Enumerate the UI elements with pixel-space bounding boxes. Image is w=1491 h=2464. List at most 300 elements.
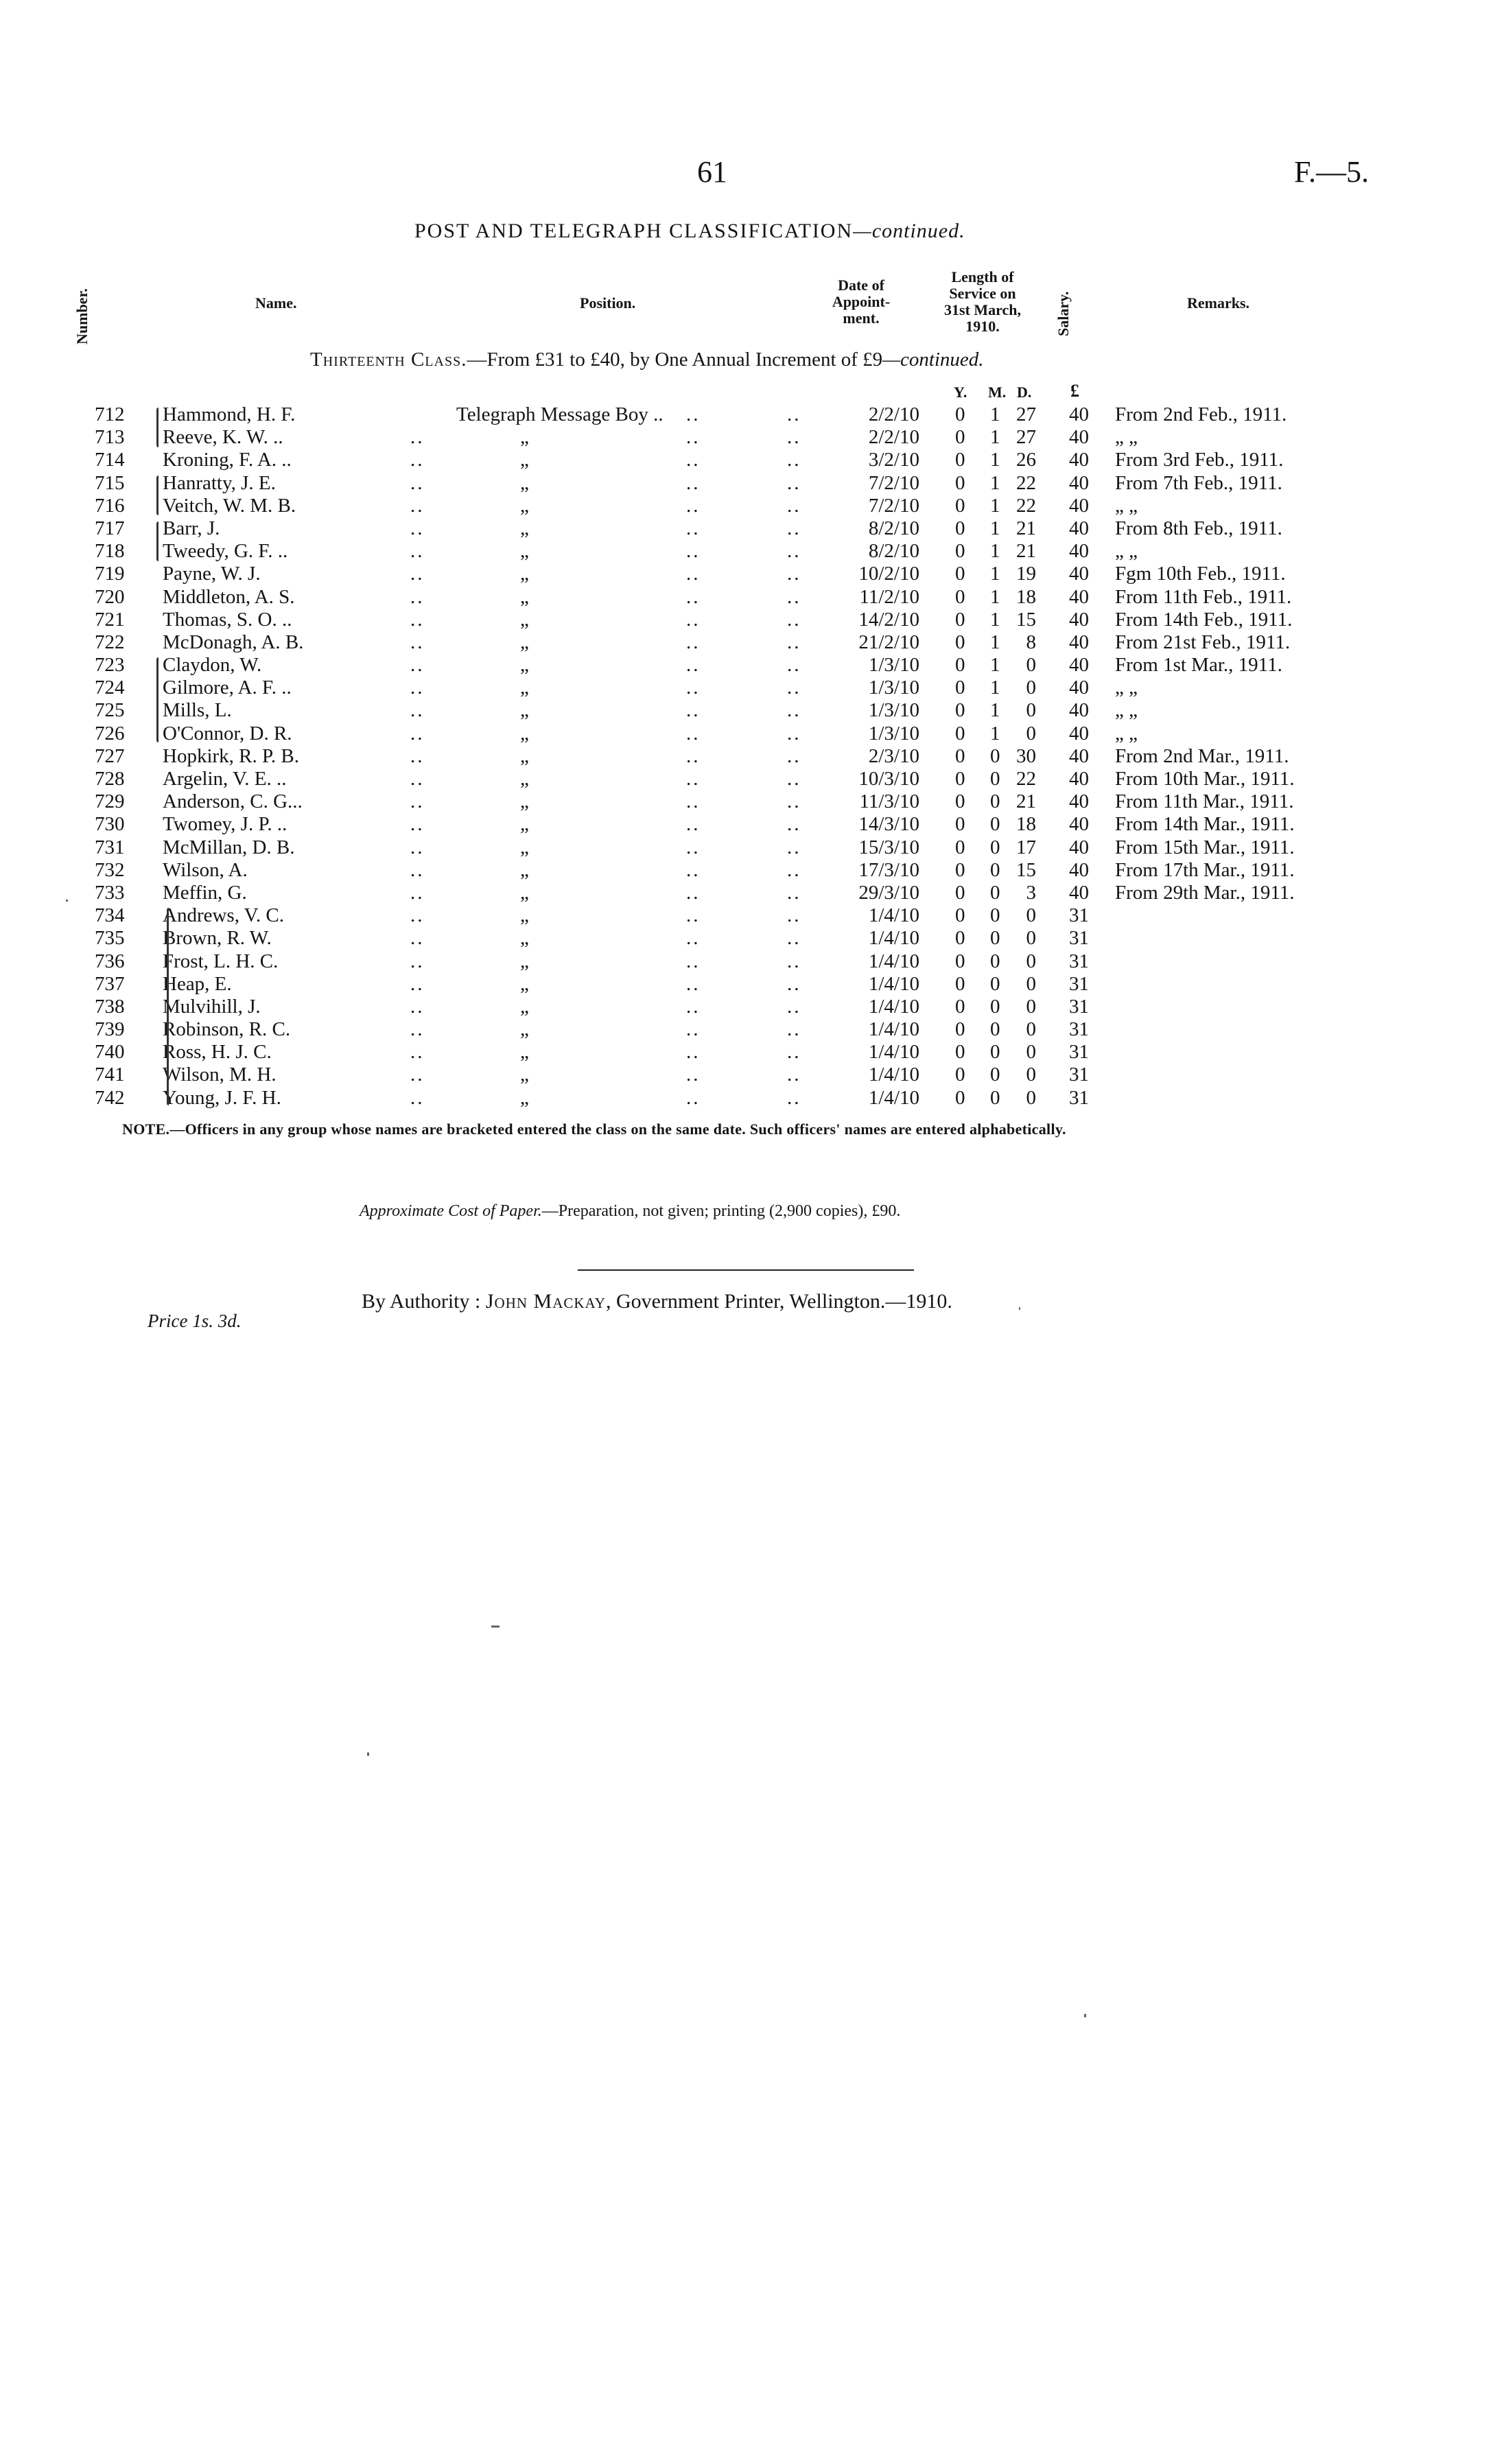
row-months: 0 (990, 858, 1000, 881)
row-leader: .. (787, 403, 801, 425)
row-months: 1 (990, 677, 1000, 699)
row-salary: 31 (1069, 995, 1089, 1018)
row-date: 1/4/10 (868, 927, 919, 950)
row-position: „ (520, 836, 529, 858)
row-position: „ (520, 585, 529, 608)
unit-years: Y. (954, 384, 967, 401)
note: NOTE.—Officers in any group whose names are bracketed entered the class on the same date. Such officers' names are entered alphabetically. (122, 1120, 1066, 1138)
cost-text: —Preparation, not given; printing (2,900 copies), £90. (541, 1202, 901, 1220)
row-position: „ (520, 927, 529, 950)
row-date: 17/3/10 (858, 858, 919, 881)
row-salary: 31 (1069, 972, 1089, 995)
row-leader: .. (410, 654, 425, 677)
row-months: 0 (990, 995, 1000, 1018)
row-position: Telegraph Message Boy .. (456, 403, 664, 425)
row-leader: .. (787, 881, 801, 904)
header-date-line: Appoint- (832, 293, 891, 310)
row-leader: .. (410, 517, 425, 539)
row-number: 720 (95, 585, 125, 608)
row-days: 0 (1026, 677, 1036, 699)
row-months: 1 (990, 654, 1000, 677)
row-number: 729 (95, 790, 125, 813)
row-salary: 40 (1069, 699, 1089, 722)
row-leader: .. (410, 540, 425, 563)
row-number: 722 (95, 631, 125, 653)
unit-days: D. (1017, 384, 1032, 401)
row-leader: .. (410, 722, 425, 744)
row-years: 0 (955, 654, 965, 677)
row-number: 740 (95, 1041, 125, 1064)
header-remarks: Remarks. (1187, 294, 1250, 312)
row-leader: .. (686, 1064, 701, 1086)
row-name: Wilson, M. H. (163, 1064, 277, 1086)
header-number: Number. (73, 288, 91, 344)
row-leader: .. (787, 585, 801, 608)
row-leader: .. (686, 881, 701, 904)
row-leader: .. (686, 494, 701, 517)
row-number: 727 (95, 744, 125, 767)
row-name: Hanratty, J. E. (163, 471, 276, 494)
row-name: Meffin, G. (163, 881, 247, 904)
row-days: 22 (1016, 471, 1036, 494)
row-salary: 40 (1069, 631, 1089, 653)
row-years: 0 (955, 517, 965, 539)
row-name: Hammond, H. F. (163, 403, 296, 425)
table-row (0, 904, 1491, 927)
row-leader: .. (686, 950, 701, 972)
row-leader: .. (787, 471, 801, 494)
row-years: 0 (955, 972, 965, 995)
row-position: „ (520, 631, 529, 653)
row-leader: .. (410, 494, 425, 517)
row-salary: 31 (1069, 1018, 1089, 1041)
row-leader: .. (686, 471, 701, 494)
row-salary: 31 (1069, 927, 1089, 950)
page-title (414, 220, 965, 243)
class-text: —From £31 to £40, by One Annual Increment of £9 (467, 349, 883, 371)
row-leader: .. (686, 813, 701, 836)
row-months: 1 (990, 631, 1000, 653)
row-leader: .. (410, 471, 425, 494)
table-row (0, 517, 1491, 540)
row-salary: 40 (1069, 608, 1089, 631)
row-date: 21/2/10 (858, 631, 919, 653)
row-days: 8 (1026, 631, 1036, 653)
group-bracket (156, 521, 159, 561)
row-remarks: From 1st Mar., 1911. (1115, 654, 1282, 677)
row-leader: .. (686, 1018, 701, 1041)
row-date: 1/4/10 (868, 904, 919, 927)
divider (578, 1269, 914, 1271)
row-months: 0 (990, 744, 1000, 767)
row-years: 0 (955, 563, 965, 585)
row-position: „ (520, 744, 529, 767)
row-leader: .. (787, 677, 801, 699)
row-date: 1/3/10 (868, 677, 919, 699)
row-salary: 40 (1069, 790, 1089, 813)
row-position: „ (520, 972, 529, 995)
row-leader: .. (686, 904, 701, 927)
table-row (0, 836, 1491, 859)
row-days: 17 (1016, 836, 1036, 858)
row-years: 0 (955, 904, 965, 927)
row-leader: .. (787, 1041, 801, 1064)
row-remarks: From 7th Feb., 1911. (1115, 471, 1282, 494)
scan-speck (1019, 1307, 1020, 1310)
row-years: 0 (955, 744, 965, 767)
row-date: 1/4/10 (868, 950, 919, 972)
row-leader: .. (686, 403, 701, 425)
row-date: 2/2/10 (868, 403, 919, 425)
row-leader: .. (686, 744, 701, 767)
row-leader: .. (686, 654, 701, 677)
row-date: 15/3/10 (858, 836, 919, 858)
row-date: 1/4/10 (868, 1018, 919, 1041)
group-bracket (156, 657, 159, 742)
group-bracket (156, 408, 159, 447)
row-number: 719 (95, 563, 125, 585)
row-name: Twomey, J. P. .. (163, 813, 287, 836)
authority-printer: John Mackay (485, 1290, 606, 1313)
row-number: 739 (95, 1018, 125, 1041)
row-leader: .. (686, 768, 701, 790)
row-leader: .. (787, 950, 801, 972)
row-date: 11/3/10 (859, 790, 919, 813)
row-date: 8/2/10 (868, 517, 919, 539)
header-name: Name. (255, 294, 297, 312)
row-position: „ (520, 995, 529, 1018)
row-leader: .. (787, 654, 801, 677)
row-remarks: From 11th Mar., 1911. (1115, 790, 1294, 813)
row-name: Hopkirk, R. P. B. (163, 744, 300, 767)
class-suffix: —continued. (882, 349, 984, 371)
row-days: 21 (1016, 790, 1036, 813)
row-remarks: „ „ (1115, 540, 1138, 563)
price: Price 1s. 3d. (148, 1311, 242, 1331)
row-days: 19 (1016, 563, 1036, 585)
row-months: 0 (990, 950, 1000, 972)
row-days: 0 (1026, 927, 1036, 950)
table-row (0, 790, 1491, 813)
row-leader: .. (787, 836, 801, 858)
row-months: 1 (990, 585, 1000, 608)
row-position: „ (520, 471, 529, 494)
row-date: 7/2/10 (868, 471, 919, 494)
row-date: 1/4/10 (868, 995, 919, 1018)
page-number: 61 (697, 155, 727, 189)
row-position: „ (520, 722, 529, 744)
row-leader: .. (686, 563, 701, 585)
row-number: 721 (95, 608, 125, 631)
row-position: „ (520, 654, 529, 677)
row-number: 731 (95, 836, 125, 858)
row-date: 2/3/10 (868, 744, 919, 767)
row-leader: .. (787, 449, 801, 471)
row-name: Barr, J. (163, 517, 220, 539)
row-days: 0 (1026, 972, 1036, 995)
row-remarks: From 10th Mar., 1911. (1115, 768, 1295, 790)
cost-label: Approximate Cost of Paper. (360, 1202, 542, 1220)
row-number: 726 (95, 722, 125, 744)
row-position: „ (520, 1086, 529, 1109)
row-leader: .. (787, 426, 801, 449)
cost-of-paper (360, 1202, 900, 1221)
row-date: 8/2/10 (868, 540, 919, 563)
row-leader: .. (787, 995, 801, 1018)
row-leader: .. (787, 1018, 801, 1041)
header-service-line: 1910. (965, 318, 1000, 335)
authority (362, 1290, 952, 1313)
row-leader: .. (787, 813, 801, 836)
row-months: 0 (990, 813, 1000, 836)
row-salary: 31 (1069, 950, 1089, 972)
row-leader: .. (410, 563, 425, 585)
row-months: 1 (990, 699, 1000, 722)
authority-prefix: By Authority : (362, 1290, 486, 1313)
row-years: 0 (955, 494, 965, 517)
table-row (0, 1041, 1491, 1064)
row-leader: .. (787, 563, 801, 585)
row-position: „ (520, 563, 529, 585)
row-number: 724 (95, 677, 125, 699)
row-remarks: Fgm 10th Feb., 1911. (1115, 563, 1286, 585)
row-leader: .. (686, 540, 701, 563)
row-number: 741 (95, 1064, 125, 1086)
authority-suffix: , Government Printer, Wellington.—1910. (605, 1290, 952, 1313)
row-days: 0 (1026, 1041, 1036, 1064)
row-number: 713 (95, 426, 125, 449)
table-row (0, 677, 1491, 699)
row-days: 0 (1026, 1018, 1036, 1041)
row-number: 734 (95, 904, 125, 927)
row-leader: .. (686, 677, 701, 699)
row-months: 1 (990, 608, 1000, 631)
header-salary: Salary. (1055, 291, 1072, 336)
row-salary: 31 (1069, 1041, 1089, 1064)
table-row (0, 654, 1491, 677)
row-remarks: „ „ (1115, 699, 1138, 722)
row-months: 0 (990, 1018, 1000, 1041)
row-remarks: From 17th Mar., 1911. (1115, 858, 1295, 881)
row-days: 27 (1016, 426, 1036, 449)
row-name: Mulvihill, J. (163, 995, 261, 1018)
row-name: Kroning, F. A. .. (163, 449, 292, 471)
row-leader: .. (686, 836, 701, 858)
table-row (0, 631, 1491, 654)
row-salary: 40 (1069, 677, 1089, 699)
row-months: 0 (990, 790, 1000, 813)
row-years: 0 (955, 1086, 965, 1109)
group-bracket (156, 476, 159, 515)
row-days: 3 (1026, 881, 1036, 904)
table-row (0, 1018, 1491, 1041)
row-leader: .. (787, 1064, 801, 1086)
row-years: 0 (955, 722, 965, 744)
row-name: Young, J. F. H. (163, 1086, 281, 1109)
row-position: „ (520, 608, 529, 631)
header-date-line: ment. (843, 309, 880, 327)
row-years: 0 (955, 1041, 965, 1064)
table-row (0, 699, 1491, 722)
row-leader: .. (410, 699, 425, 722)
table-row (0, 950, 1491, 973)
row-leader: .. (410, 927, 425, 950)
row-years: 0 (955, 540, 965, 563)
row-years: 0 (955, 631, 965, 653)
row-leader: .. (787, 1086, 801, 1109)
row-remarks: „ „ (1115, 426, 1138, 449)
row-leader: .. (410, 995, 425, 1018)
row-leader: .. (410, 585, 425, 608)
row-name: Reeve, K. W. .. (163, 426, 283, 449)
row-months: 0 (990, 904, 1000, 927)
row-salary: 40 (1069, 813, 1089, 836)
row-days: 0 (1026, 950, 1036, 972)
row-leader: .. (686, 426, 701, 449)
table-row (0, 472, 1491, 495)
row-years: 0 (955, 950, 965, 972)
row-name: Robinson, R. C. (163, 1018, 291, 1041)
row-leader: .. (787, 722, 801, 744)
row-date: 14/3/10 (858, 813, 919, 836)
row-leader: .. (410, 858, 425, 881)
unit-salary: £ (1070, 381, 1079, 401)
row-number: 725 (95, 699, 125, 722)
row-salary: 40 (1069, 563, 1089, 585)
row-years: 0 (955, 449, 965, 471)
row-number: 738 (95, 995, 125, 1018)
row-name: Veitch, W. M. B. (163, 494, 296, 517)
row-name: Thomas, S. O. .. (163, 608, 292, 631)
row-remarks: From 8th Feb., 1911. (1115, 517, 1282, 539)
row-leader: .. (410, 790, 425, 813)
row-leader: .. (787, 927, 801, 950)
row-leader: .. (787, 858, 801, 881)
row-leader: .. (686, 449, 701, 471)
row-remarks: From 21st Feb., 1911. (1115, 631, 1291, 653)
row-leader: .. (686, 722, 701, 744)
row-leader: .. (787, 904, 801, 927)
row-number: 742 (95, 1086, 125, 1109)
row-name: O'Connor, D. R. (163, 722, 292, 744)
row-leader: .. (686, 608, 701, 631)
row-salary: 40 (1069, 426, 1089, 449)
row-years: 0 (955, 699, 965, 722)
row-number: 712 (95, 403, 125, 425)
row-remarks: From 2nd Mar., 1911. (1115, 744, 1289, 767)
row-months: 0 (990, 836, 1000, 858)
row-leader: .. (686, 517, 701, 539)
header-service-line: Length of (951, 268, 1014, 285)
row-date: 1/3/10 (868, 654, 919, 677)
row-position: „ (520, 881, 529, 904)
row-name: Brown, R. W. (163, 927, 272, 950)
row-name: Anderson, C. G... (163, 790, 303, 813)
row-remarks: From 29th Mar., 1911. (1115, 881, 1295, 904)
row-months: 0 (990, 768, 1000, 790)
row-years: 0 (955, 790, 965, 813)
row-leader: .. (787, 972, 801, 995)
row-days: 30 (1016, 744, 1036, 767)
row-salary: 40 (1069, 768, 1089, 790)
class-label: Thirteenth Class. (310, 349, 467, 371)
row-days: 22 (1016, 768, 1036, 790)
row-date: 29/3/10 (858, 881, 919, 904)
row-position: „ (520, 858, 529, 881)
row-name: Claydon, W. (163, 654, 262, 677)
row-leader: .. (410, 1041, 425, 1064)
class-heading (310, 349, 984, 371)
header-date (817, 277, 906, 327)
row-years: 0 (955, 858, 965, 881)
row-leader: .. (410, 904, 425, 927)
row-years: 0 (955, 471, 965, 494)
row-salary: 31 (1069, 1064, 1089, 1086)
row-months: 1 (990, 403, 1000, 425)
row-leader: .. (787, 494, 801, 517)
table-row (0, 449, 1491, 471)
row-leader: .. (787, 517, 801, 539)
table-row (0, 973, 1491, 996)
row-position: „ (520, 540, 529, 563)
row-position: „ (520, 677, 529, 699)
row-months: 0 (990, 1064, 1000, 1086)
row-months: 1 (990, 722, 1000, 744)
row-leader: .. (686, 699, 701, 722)
row-salary: 40 (1069, 858, 1089, 881)
row-salary: 31 (1069, 1086, 1089, 1109)
table-row (0, 882, 1491, 904)
table-row (0, 540, 1491, 563)
row-name: McMillan, D. B. (163, 836, 295, 858)
row-remarks: From 14th Feb., 1911. (1115, 608, 1293, 631)
title-suffix: —continued. (853, 220, 965, 242)
row-leader: .. (787, 631, 801, 653)
row-years: 0 (955, 677, 965, 699)
row-leader: .. (410, 950, 425, 972)
table-row (0, 586, 1491, 609)
row-leader: .. (787, 699, 801, 722)
row-number: 723 (95, 654, 125, 677)
row-days: 21 (1016, 517, 1036, 539)
row-number: 733 (95, 881, 125, 904)
row-number: 736 (95, 950, 125, 972)
row-leader: .. (686, 585, 701, 608)
row-name: Tweedy, G. F. .. (163, 540, 288, 563)
row-remarks: „ „ (1115, 677, 1138, 699)
row-date: 7/2/10 (868, 494, 919, 517)
row-days: 15 (1016, 608, 1036, 631)
row-date: 3/2/10 (868, 449, 919, 471)
table-row (0, 813, 1491, 836)
row-salary: 40 (1069, 540, 1089, 563)
staff-table (0, 403, 1491, 1110)
row-salary: 40 (1069, 471, 1089, 494)
row-leader: .. (410, 1018, 425, 1041)
row-name: Mills, L. (163, 699, 232, 722)
row-leader: .. (686, 1041, 701, 1064)
table-row (0, 609, 1491, 631)
row-salary: 40 (1069, 654, 1089, 677)
row-position: „ (520, 517, 529, 539)
row-date: 1/4/10 (868, 1086, 919, 1109)
table-row (0, 1064, 1491, 1086)
row-days: 0 (1026, 1086, 1036, 1109)
row-salary: 31 (1069, 904, 1089, 927)
row-leader: .. (410, 1086, 425, 1109)
row-days: 21 (1016, 540, 1036, 563)
row-years: 0 (955, 1064, 965, 1086)
